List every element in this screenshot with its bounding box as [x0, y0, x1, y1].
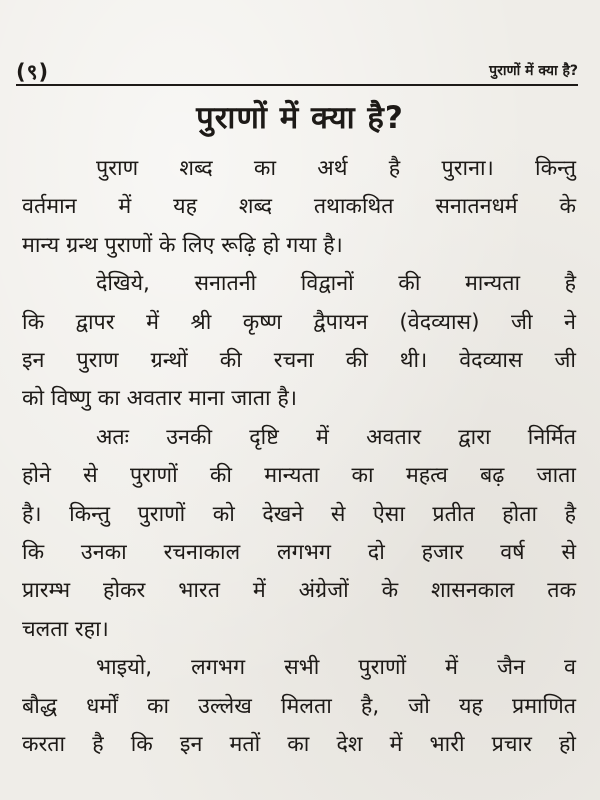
text-line: अतः उनकी दृष्टि में अवतार द्वारा निर्मित — [96, 424, 576, 450]
text-line: चलता रहा। — [22, 616, 109, 642]
text-line: कि द्वापर में श्री कृष्ण द्वैपायन (वेदव्यास) जी ने — [22, 309, 576, 335]
paragraph — [22, 419, 576, 649]
paragraph — [22, 265, 576, 419]
page-number: (९) — [16, 60, 50, 84]
text-line: है। किन्तु पुराणों को देखने से ऐसा प्रतीत होता है — [22, 501, 576, 527]
paragraph — [22, 150, 576, 265]
paragraph — [22, 649, 576, 764]
text-line: करता है कि इन मतों का देश में भारी प्रचार हो — [22, 732, 576, 758]
header-rule — [16, 84, 578, 86]
text-line: वर्तमान में यह शब्द तथाकथित सनातनधर्म के — [22, 194, 576, 220]
text-line: भाइयो, लगभग सभी पुराणों में जैन व — [96, 655, 576, 681]
text-line: कि उनका रचनाकाल लगभग दो हजार वर्ष से — [22, 540, 576, 566]
body-text — [22, 150, 576, 765]
text-line: मान्य ग्रन्थ पुराणों के लिए रूढ़ि हो गया है। — [22, 232, 343, 258]
text-line: होने से पुराणों की मान्यता का महत्व बढ़ जाता — [22, 463, 576, 489]
text-line: को विष्णु का अवतार माना जाता है। — [22, 386, 297, 412]
page-header — [16, 56, 578, 84]
text-line: देखिये, सनातनी विद्वानों की मान्यता है — [96, 271, 576, 297]
text-line: पुराण शब्द का अर्थ है पुराना। किन्तु — [96, 156, 576, 181]
running-head: पुराणों में क्या है? — [489, 63, 578, 79]
chapter-title: पुराणों में क्या है? — [196, 100, 404, 136]
text-line: बौद्ध धर्मों का उल्लेख मिलता है, जो यह प्रमाणित — [22, 693, 576, 719]
text-line: इन पुराण ग्रन्थों की रचना की थी। वेदव्यास जी — [22, 348, 576, 374]
text-line: प्रारम्भ होकर भारत में अंग्रेजों के शासनकाल तक — [22, 578, 576, 604]
